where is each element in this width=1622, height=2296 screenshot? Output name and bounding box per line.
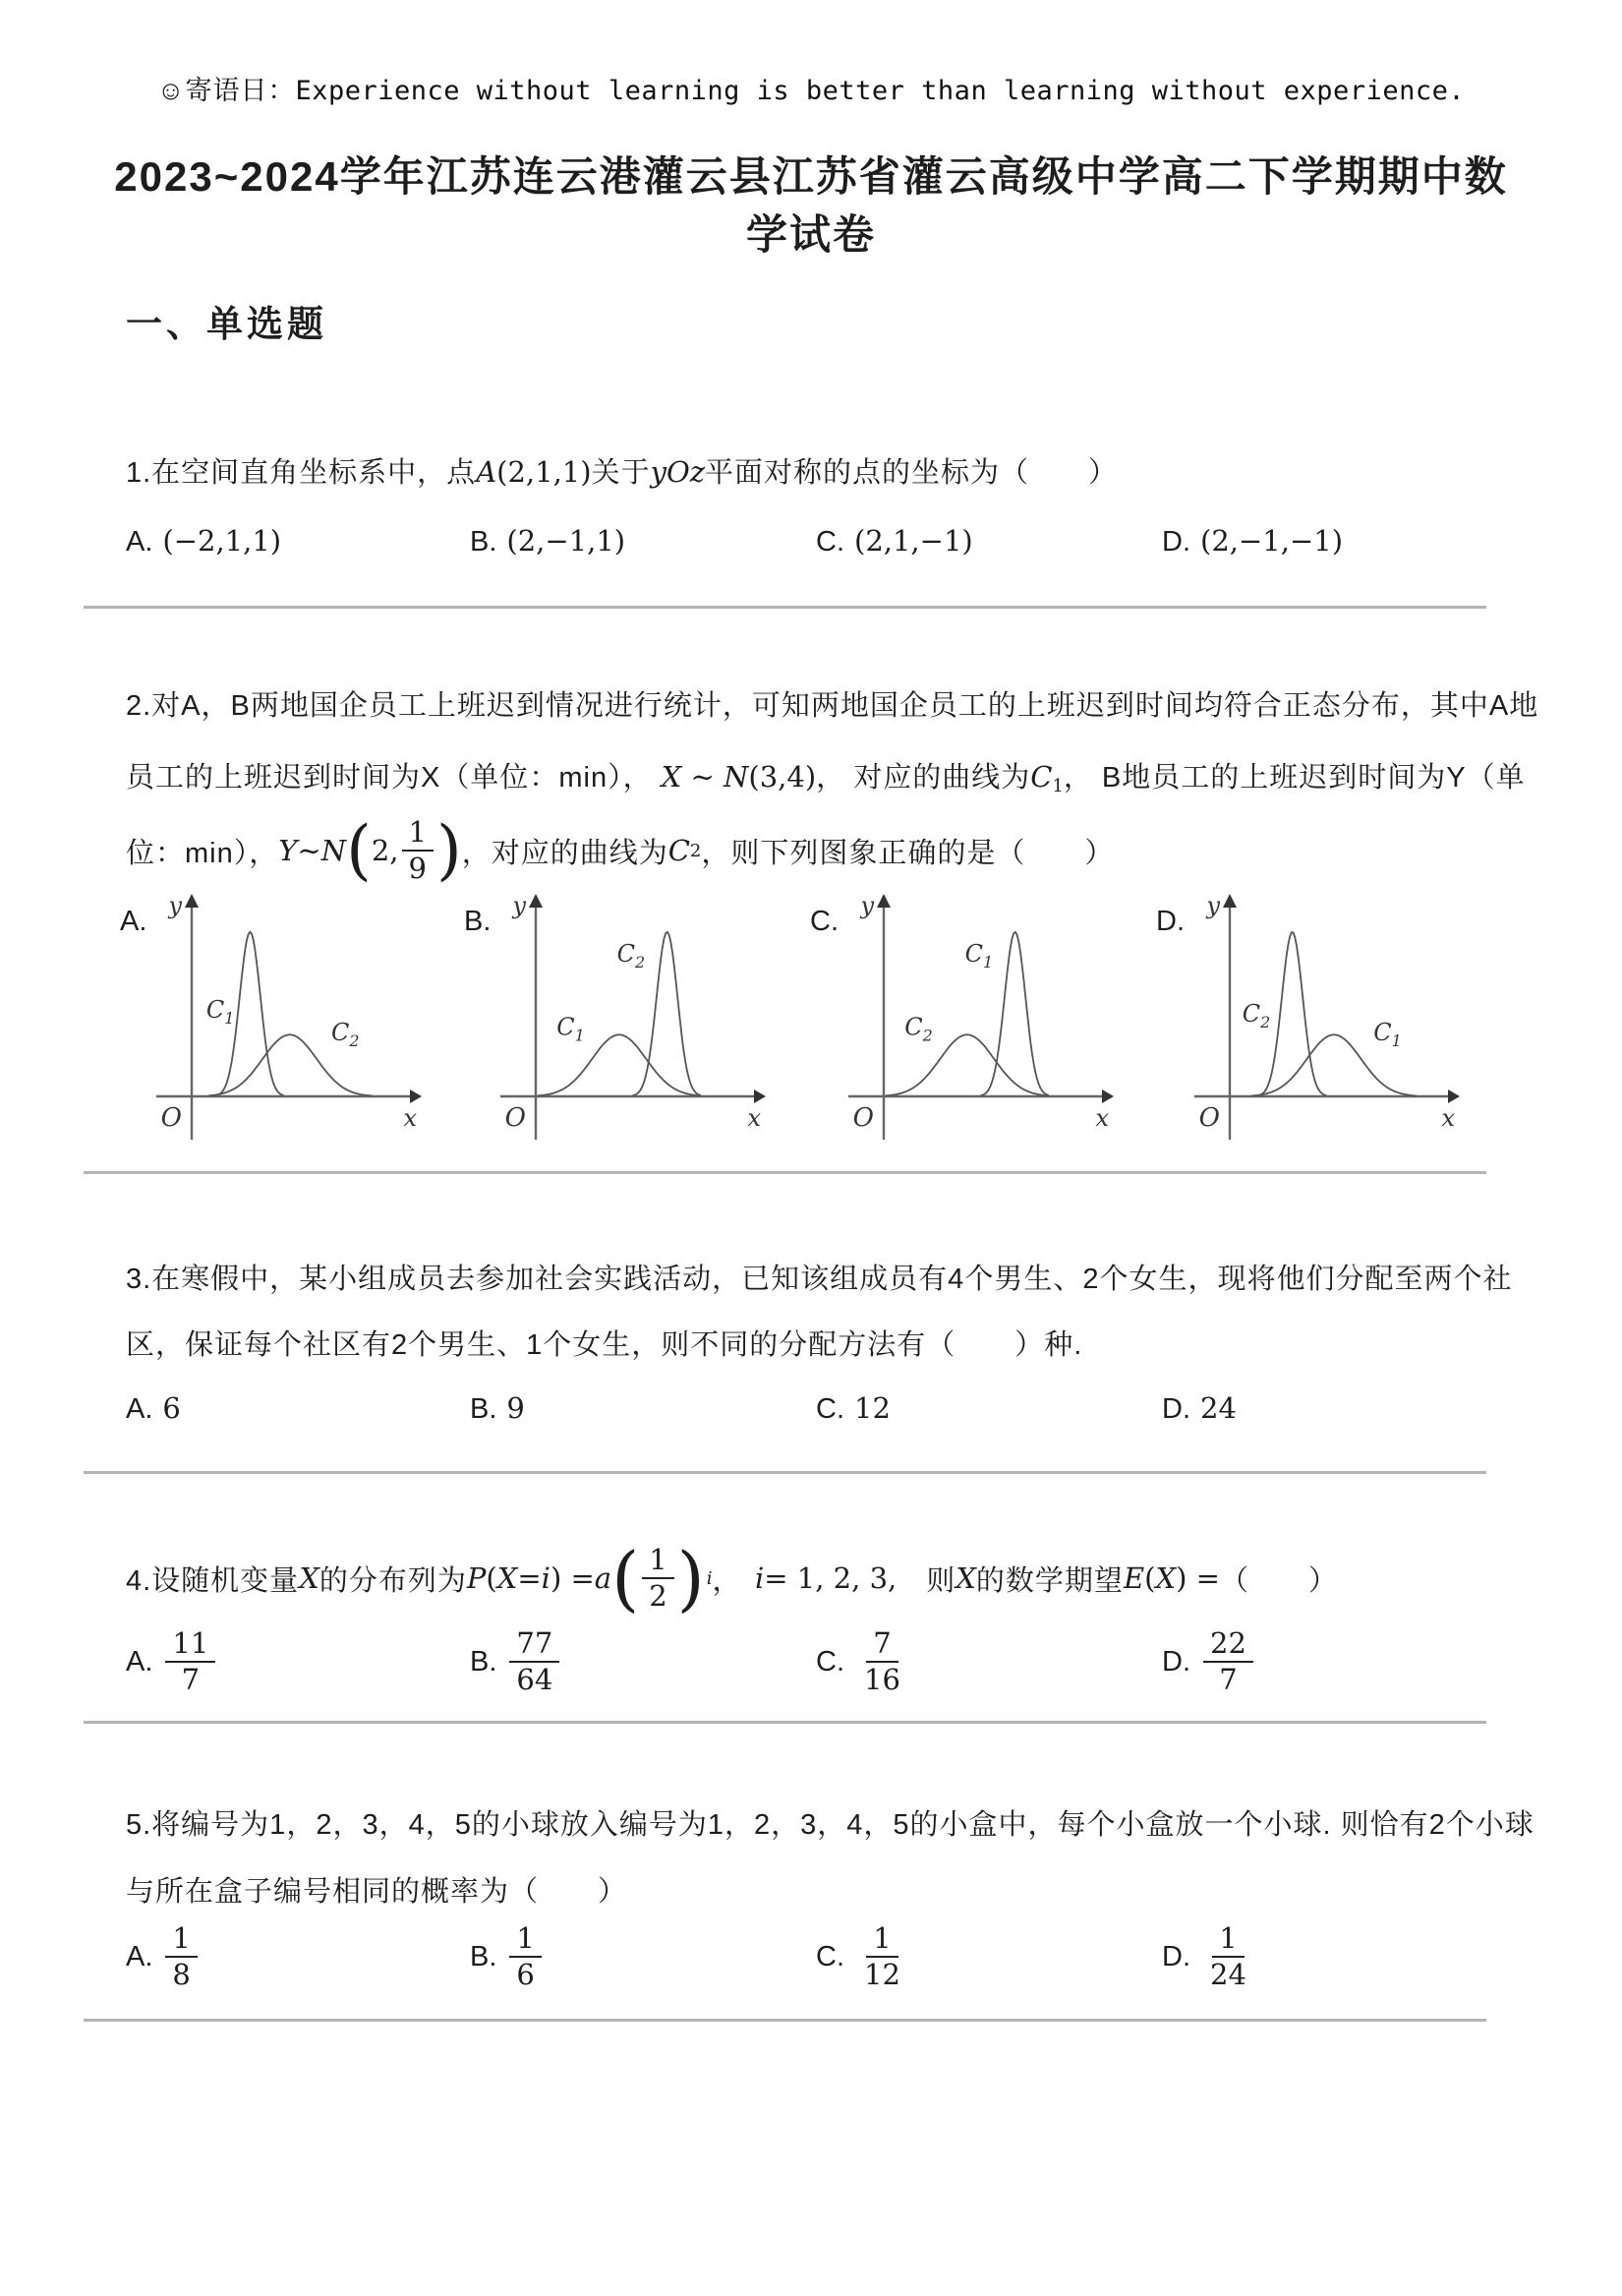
divider-1 bbox=[84, 606, 1486, 609]
svg-text:x: x bbox=[1441, 1104, 1455, 1132]
divider-2 bbox=[84, 1171, 1486, 1174]
question-5-line1: 5.将编号为1，2，3，4，5的小球放入编号为1，2，3，4，5的小盒中，每个小盒放一个小球. 则恰有2个小球 bbox=[126, 1809, 1535, 1841]
page-title: 2023~2024学年江苏连云港灌云县江苏省灌云高级中学高二下学期期中数学试卷 bbox=[114, 153, 1508, 258]
q1-option-c: C. (2,1,−1) bbox=[816, 524, 973, 558]
graph-d-plot bbox=[1190, 890, 1461, 1146]
svg-text:y: y bbox=[168, 892, 183, 919]
q4-option-d: D. $\frac{22}{7}$ bbox=[1162, 1627, 1256, 1697]
graph-b-plot bbox=[496, 890, 767, 1146]
question-5-line2: 与所在盒子编号相同的概率为（ ） bbox=[126, 1876, 628, 1908]
divider-4 bbox=[84, 1721, 1486, 1724]
svg-text:C1: $C_1$ bbox=[556, 1013, 586, 1045]
q1-option-a: A. (−2,1,1) bbox=[126, 524, 282, 558]
q1-option-d: D. (2,−1,−1) bbox=[1162, 524, 1344, 558]
svg-text:O: O bbox=[161, 1103, 183, 1133]
graph-a-letter: A. bbox=[120, 906, 147, 937]
q5-option-c: C. $\frac{1}{12}$ bbox=[816, 1921, 900, 1992]
svg-text:y: y bbox=[1206, 892, 1220, 919]
q5-option-a: A. $\frac{1}{8}$ bbox=[126, 1922, 201, 1992]
svg-text:x: x bbox=[747, 1104, 762, 1132]
q4-option-b: B. $\frac{77}{64}$ bbox=[470, 1627, 562, 1697]
q3-option-c: C. 12 bbox=[816, 1391, 891, 1425]
svg-text:C2: $C_2$ bbox=[904, 1013, 933, 1045]
q1-option-b: B. (2,−1,1) bbox=[470, 524, 626, 558]
graph-b-letter: B. bbox=[464, 906, 492, 937]
svg-text:C1: $C_1$ bbox=[206, 996, 235, 1029]
graph-d-letter: D. bbox=[1156, 906, 1185, 937]
paren-close: ) bbox=[435, 812, 462, 889]
svg-text:x: x bbox=[403, 1104, 418, 1132]
question-4-options bbox=[0, 1627, 1622, 1706]
graph-c-plot bbox=[844, 890, 1115, 1146]
graph-c-letter: C. bbox=[810, 906, 839, 937]
exponent-i: i bbox=[706, 1567, 713, 1589]
svg-text:C1: $C_1$ bbox=[964, 940, 994, 972]
q3-option-a: A. 6 bbox=[126, 1391, 181, 1425]
svg-text:C2: $C_2$ bbox=[331, 1019, 361, 1050]
svg-text:x: x bbox=[1095, 1104, 1109, 1132]
graph-a-plot bbox=[152, 890, 423, 1146]
q3-option-d: D. 24 bbox=[1162, 1391, 1237, 1425]
paren-open: ( bbox=[346, 812, 372, 889]
question-3-line1: 3.在寒假中，某小组成员去参加社会实践活动，已知该组成员有4个男生、2个女生，现将他们分配至两个社 bbox=[126, 1264, 1513, 1295]
q4-option-a: A. $\frac{11}{7}$ bbox=[126, 1627, 218, 1697]
question-5-options bbox=[0, 1922, 1622, 2001]
graph-option-b bbox=[464, 890, 767, 1146]
svg-text:C2: $C_2$ bbox=[617, 940, 646, 972]
q5-option-b: B. $\frac{1}{6}$ bbox=[470, 1922, 545, 1992]
question-2-line1: 2.对A，B两地国企员工上班迟到情况进行统计，可知两地国企员工的上班迟到时间均符合正态分布，其中A地 bbox=[126, 690, 1539, 722]
section-heading: 一、单选题 bbox=[126, 304, 327, 344]
svg-text:y: y bbox=[512, 892, 527, 919]
question-4-text: 4.设随机变量 X 的分布列为 P ( X = i ) = a ( $\frac{1}{2}$ ) i ， i = 1, 2, 3, 则 X 的数学期望 E ( X ) = （ ） bbox=[126, 1536, 1338, 1619]
svg-text:y: y bbox=[860, 892, 874, 919]
paren-open: ( bbox=[611, 1536, 640, 1619]
question-3-line2: 区，保证每个社区有2个男生、1个女生，则不同的分配方法有（ ）种. bbox=[126, 1329, 1083, 1361]
graph-option-c bbox=[810, 890, 1115, 1146]
question-3-options bbox=[0, 1391, 1622, 1431]
q3-option-b: B. 9 bbox=[470, 1391, 525, 1425]
motto-text: Experience without learning is better than learning without experience. bbox=[295, 76, 1466, 106]
question-1-options bbox=[0, 524, 1622, 563]
svg-text:O: O bbox=[852, 1103, 874, 1133]
q5-option-d: D. $\frac{1}{24}$ bbox=[1162, 1921, 1246, 1992]
svg-text:O: O bbox=[1198, 1103, 1220, 1133]
fraction-1-9: $\frac{1}{9}$ bbox=[402, 816, 434, 886]
paren-close: ) bbox=[676, 1536, 705, 1619]
question-1-text: 1.在空间直角坐标系中，点A(2,1,1)关于yOz平面对称的点的坐标为（ ） bbox=[126, 455, 1119, 489]
q4-option-c: C. $\frac{7}{16}$ bbox=[816, 1626, 900, 1697]
svg-text:C2: $C_2$ bbox=[1242, 1000, 1271, 1031]
svg-text:C1: $C_1$ bbox=[1373, 1019, 1402, 1050]
motto bbox=[0, 69, 1622, 107]
motto-prefix: ☺寄语日： bbox=[156, 76, 296, 105]
question-2-line2: 员工的上班迟到时间为X（单位：min）， X ∼ N(3,4)， 对应的曲线为C1， B地员工的上班迟到时间为Y（单 bbox=[126, 760, 1526, 796]
divider-3 bbox=[84, 1471, 1486, 1474]
question-2-line3: 位：min）， Y ∼ N ( 2, $\frac{1}{9}$ ) ，对应的曲线为 C 2 ，则下列图象正确的是（ ） bbox=[126, 812, 1115, 889]
graph-option-a bbox=[120, 890, 423, 1146]
fraction-1-2: $\frac{1}{2}$ bbox=[642, 1544, 673, 1614]
divider-5 bbox=[84, 2019, 1486, 2022]
svg-text:O: O bbox=[505, 1103, 527, 1133]
graph-option-d bbox=[1156, 890, 1461, 1146]
